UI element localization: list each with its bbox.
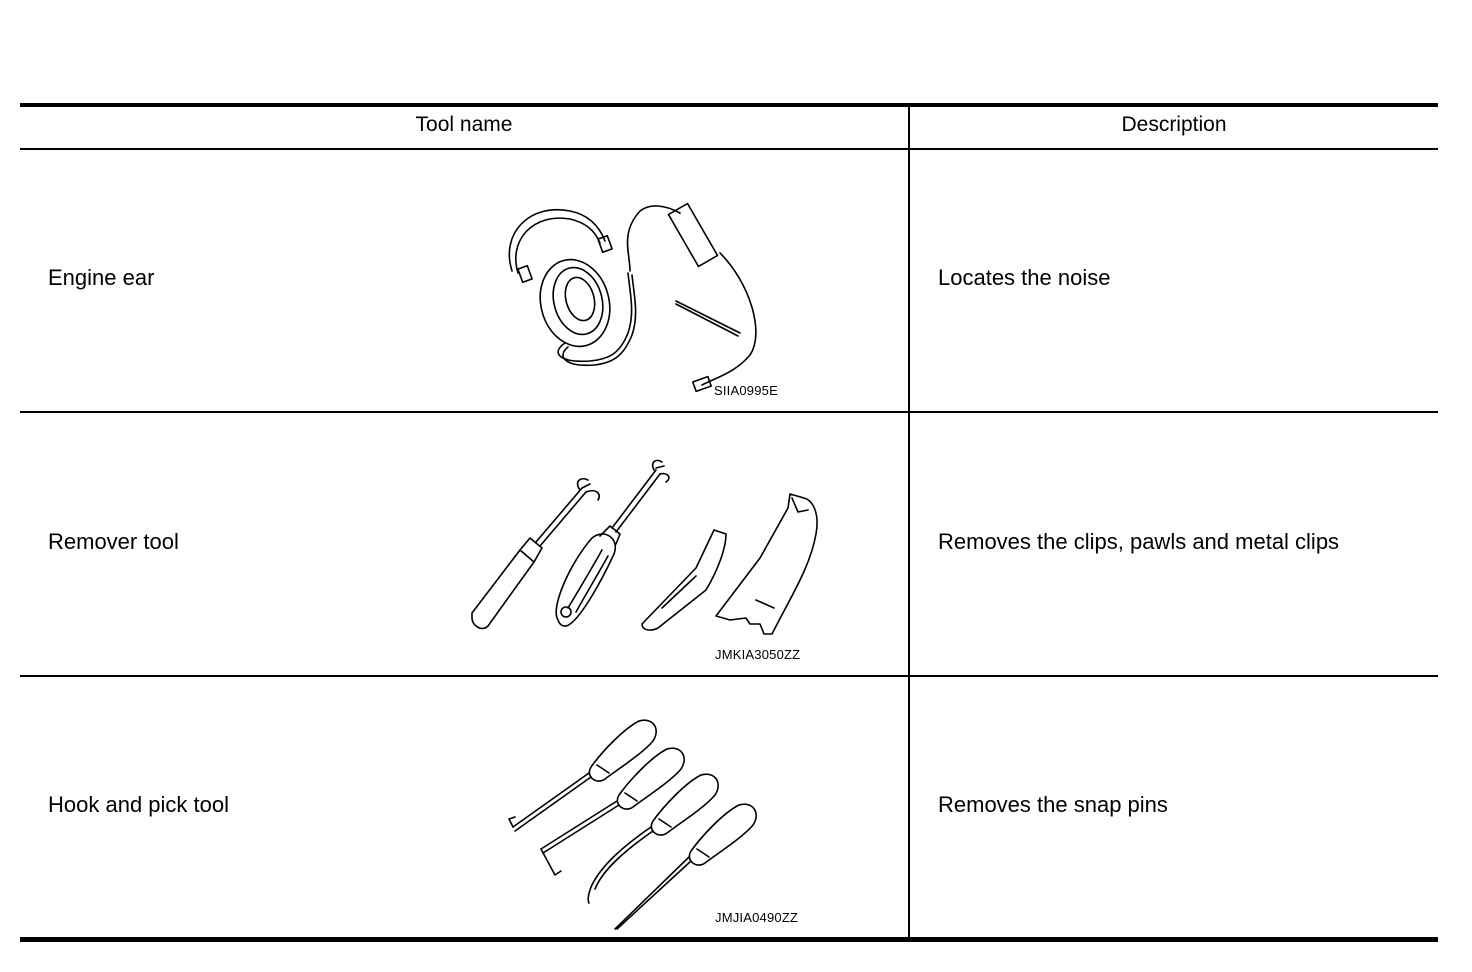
column-divider xyxy=(908,107,910,937)
figure-code: JMKIA3050ZZ xyxy=(715,647,801,662)
table-bottom-rule xyxy=(20,937,1438,942)
table-top-rule xyxy=(20,103,1438,107)
row-divider xyxy=(20,411,1438,413)
header-description: Description xyxy=(1121,113,1227,136)
description-cell: Removes the clips, pawls and metal clips xyxy=(938,529,1340,554)
tool-name-cell: Hook and pick tool xyxy=(48,792,229,817)
figure-code: SIIA0995E xyxy=(714,383,778,398)
hook-and-pick-tool-icon xyxy=(505,715,765,930)
description-cell: Removes the snap pins xyxy=(938,792,1168,817)
engine-ear-icon xyxy=(490,193,760,383)
tool-name-cell: Engine ear xyxy=(48,265,155,290)
row-divider xyxy=(20,675,1438,677)
remover-tool-icon xyxy=(470,458,810,638)
header-divider xyxy=(20,148,1438,150)
description-cell: Locates the noise xyxy=(938,265,1111,290)
figure-code: JMJIA0490ZZ xyxy=(715,910,799,925)
header-tool-name: Tool name xyxy=(415,113,513,136)
tool-name-cell: Remover tool xyxy=(48,529,179,554)
